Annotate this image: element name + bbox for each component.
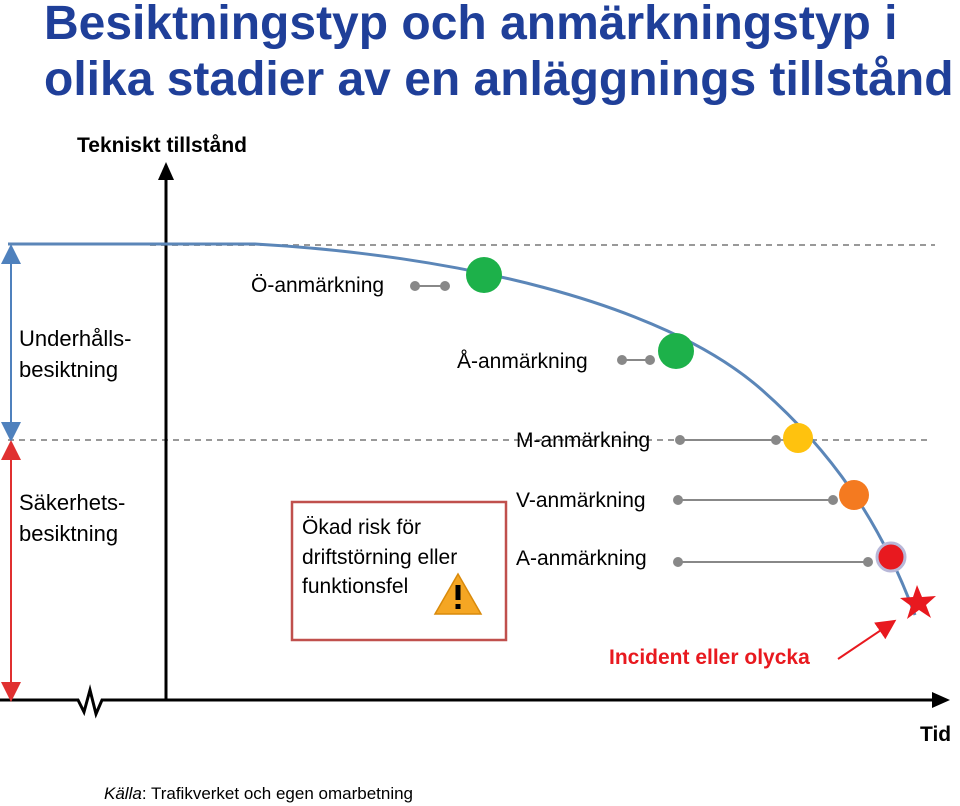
source-prefix: Källa [104,784,142,803]
remark-label-v: V-anmärkning [516,489,646,512]
remark-label-o: Ö-anmärkning [251,274,385,297]
x-axis-label: Tid [920,723,952,746]
slide-title-line-2: olika stadier av en anläggnings tillstånd [44,53,954,106]
incident-arrow [838,622,893,659]
remark-marker-m [783,423,813,453]
remark-label-aa: Å-anmärkning [457,350,588,373]
remark-marker-a [877,543,905,571]
y-axis-label: Tekniskt tillstånd [77,134,247,157]
x-axis-arrow [932,692,950,708]
remark-marker-o [466,257,502,293]
safety-zone-label: Säkerhets- besiktning [19,490,126,546]
remark-marker-aa [658,333,694,369]
maintenance-zone-label: Underhålls- besiktning [19,326,132,382]
remark-marker-v [839,480,869,510]
source-text: : Trafikverket och egen omarbetning [141,784,414,803]
remark-label-a: A-anmärkning [516,547,647,570]
incident-label: Incident eller olycka [609,646,810,669]
slide-title-line-1: Besiktningstyp och anmärkningstyp i [44,0,898,50]
x-axis-line [0,690,935,714]
remark-label-m: M-anmärkning [516,429,651,452]
risk-box-text: Ökad risk för driftstörning eller funktionsfel [302,516,458,598]
y-axis-arrow [158,162,174,180]
source-note [104,784,413,804]
